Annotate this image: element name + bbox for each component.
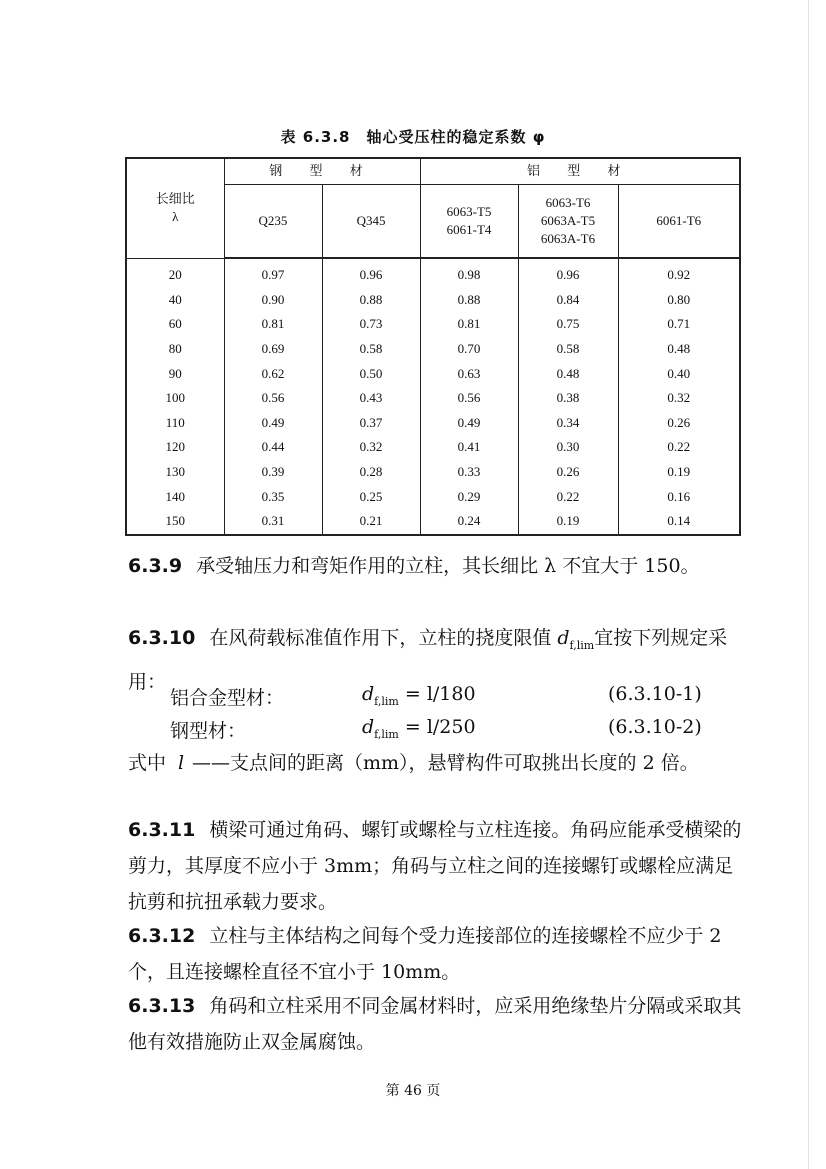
equation-2	[170, 716, 246, 743]
slenderness-cell: 100	[126, 386, 224, 411]
page-number: 第 46 页	[385, 1083, 441, 1099]
slenderness-cell: 150	[126, 509, 224, 535]
aluminum-group-header: 铝 型 材	[420, 158, 740, 184]
coefficient-cell: 0.88	[322, 288, 420, 313]
coefficient-cell: 0.22	[618, 435, 740, 460]
clause-6-3-9	[128, 548, 744, 584]
coefficient-cell: 0.50	[322, 361, 420, 386]
equation-label: 铝合金型材：	[170, 687, 285, 709]
coefficient-cell: 0.98	[420, 258, 518, 288]
where-clause	[128, 745, 744, 781]
column-header: 6063-T5 6061-T4	[420, 184, 518, 258]
coefficient-cell: 0.49	[420, 411, 518, 436]
coefficient-cell: 0.19	[618, 460, 740, 485]
clause-text: 立柱与主体结构之间每个受力连接部位的连接螺栓不应少于 2 个，且连接螺栓直径不宜小于 10mm。	[128, 925, 722, 983]
symbol-sub: f,lim	[569, 638, 595, 652]
coefficient-cell: 0.34	[518, 411, 618, 436]
slenderness-cell: 110	[126, 411, 224, 436]
equation-1-formula	[362, 683, 476, 708]
table-row	[126, 460, 740, 485]
coefficient-cell: 0.70	[420, 337, 518, 362]
equation-1	[170, 683, 284, 710]
clause-text: 承受轴压力和弯矩作用的立柱，其长细比 λ 不宜大于 150。	[196, 555, 700, 577]
slenderness-cell: 130	[126, 460, 224, 485]
clause-number: 6.3.13	[128, 995, 196, 1017]
slenderness-cell: 120	[126, 435, 224, 460]
column-header: 6061-T6	[618, 184, 740, 258]
coefficient-cell: 0.26	[618, 411, 740, 436]
coefficient-cell: 0.56	[420, 386, 518, 411]
coefficient-cell: 0.21	[322, 509, 420, 535]
coefficient-cell: 0.32	[322, 435, 420, 460]
coefficient-cell: 0.28	[322, 460, 420, 485]
coefficient-cell: 0.56	[224, 386, 322, 411]
coefficient-cell: 0.81	[224, 312, 322, 337]
slenderness-cell: 140	[126, 484, 224, 509]
where-lead: 式中	[128, 752, 167, 774]
coefficient-cell: 0.92	[618, 258, 740, 288]
coefficient-cell: 0.38	[518, 386, 618, 411]
coefficient-cell: 0.14	[618, 509, 740, 535]
coefficient-cell: 0.71	[618, 312, 740, 337]
page-edge	[808, 0, 809, 1169]
coefficient-cell: 0.35	[224, 484, 322, 509]
table-row	[126, 312, 740, 337]
coefficient-cell: 0.73	[322, 312, 420, 337]
coefficient-cell: 0.69	[224, 337, 322, 362]
slenderness-cell: 80	[126, 337, 224, 362]
coefficient-cell: 0.62	[224, 361, 322, 386]
table-row	[126, 386, 740, 411]
coefficient-cell: 0.63	[420, 361, 518, 386]
coefficient-cell: 0.90	[224, 288, 322, 313]
table-row	[126, 435, 740, 460]
equation-label: 钢型材：	[170, 720, 247, 742]
table-row	[126, 337, 740, 362]
coefficient-cell: 0.40	[618, 361, 740, 386]
coefficient-cell: 0.16	[618, 484, 740, 509]
clause-text: 角码和立柱采用不同金属材料时，应采用绝缘垫片分隔或采取其他有效措施防止双金属腐蚀。	[128, 995, 742, 1053]
coefficient-cell: 0.48	[518, 361, 618, 386]
coefficient-cell: 0.75	[518, 312, 618, 337]
coefficient-cell: 0.43	[322, 386, 420, 411]
slenderness-cell: 60	[126, 312, 224, 337]
column-header: Q345	[322, 184, 420, 258]
slenderness-cell: 20	[126, 258, 224, 288]
coefficient-cell: 0.39	[224, 460, 322, 485]
steel-group-header: 钢 型 材	[224, 158, 420, 184]
clause-text: 横梁可通过角码、螺钉或螺栓与立柱连接。角码应能承受横梁的剪力，其厚度不应小于 3mm；角码与立柱之间的连接螺钉或螺栓应满足抗剪和抗扭承载力要求。	[128, 819, 742, 913]
coefficient-cell: 0.81	[420, 312, 518, 337]
table-row	[126, 509, 740, 535]
coefficient-cell: 0.96	[518, 258, 618, 288]
coefficient-cell: 0.30	[518, 435, 618, 460]
coefficient-cell: 0.19	[518, 509, 618, 535]
coefficient-cell: 0.29	[420, 484, 518, 509]
clause-6-3-13	[128, 988, 744, 1060]
coefficient-cell: 0.48	[618, 337, 740, 362]
clause-text: 在风荷载标准值作用下，立柱的挠度限值	[209, 627, 558, 649]
clause-6-3-12	[128, 918, 744, 990]
where-text: ——支点间的距离（mm），悬臂构件可取挑出长度的 2 倍。	[192, 752, 699, 774]
equation-1-number: (6.3.10-1)	[608, 683, 702, 705]
symbol-d: d	[362, 716, 375, 738]
coefficient-cell: 0.88	[420, 288, 518, 313]
equation-rhs: = l/250	[398, 716, 476, 738]
clause-number: 6.3.12	[128, 925, 196, 947]
coefficient-cell: 0.49	[224, 411, 322, 436]
coefficient-cell: 0.26	[518, 460, 618, 485]
symbol-sub: f,lim	[374, 727, 399, 741]
table-row	[126, 484, 740, 509]
symbol-sub: f,lim	[374, 694, 399, 708]
column-header: 6063-T6 6063A-T5 6063A-T6	[518, 184, 618, 258]
coefficient-cell: 0.25	[322, 484, 420, 509]
column-header: Q235	[224, 184, 322, 258]
coefficient-cell: 0.58	[322, 337, 420, 362]
coefficient-cell: 0.22	[518, 484, 618, 509]
table-row	[126, 288, 740, 313]
equation-rhs: = l/180	[398, 683, 476, 705]
coefficient-cell: 0.41	[420, 435, 518, 460]
equation-2-formula	[362, 716, 476, 741]
slenderness-cell: 90	[126, 361, 224, 386]
coefficient-cell: 0.24	[420, 509, 518, 535]
table-row	[126, 258, 740, 288]
symbol-d: d	[362, 683, 375, 705]
symbol-l: l	[178, 752, 185, 774]
coefficient-cell: 0.31	[224, 509, 322, 535]
slenderness-header: 长细比 λ	[126, 158, 224, 258]
table-caption: 表 6.3.8 轴心受压柱的稳定系数 φ	[280, 128, 546, 146]
clause-6-3-11	[128, 812, 744, 920]
coefficient-cell: 0.37	[322, 411, 420, 436]
coefficient-cell: 0.84	[518, 288, 618, 313]
coefficient-cell: 0.80	[618, 288, 740, 313]
table-row	[126, 411, 740, 436]
coefficient-cell: 0.97	[224, 258, 322, 288]
coefficient-cell: 0.58	[518, 337, 618, 362]
coefficient-cell: 0.44	[224, 435, 322, 460]
coefficient-cell: 0.32	[618, 386, 740, 411]
clause-number: 6.3.10	[128, 627, 196, 649]
clause-number: 6.3.11	[128, 819, 196, 841]
table-row	[126, 361, 740, 386]
stability-coefficient-table	[125, 157, 741, 536]
equation-2-number: (6.3.10-2)	[608, 716, 702, 738]
coefficient-cell: 0.33	[420, 460, 518, 485]
slenderness-cell: 40	[126, 288, 224, 313]
coefficient-cell: 0.96	[322, 258, 420, 288]
clause-number: 6.3.9	[128, 555, 183, 577]
clause-text-cont: 宜按下列规定采用：	[128, 627, 728, 693]
symbol-d: d	[557, 627, 570, 649]
